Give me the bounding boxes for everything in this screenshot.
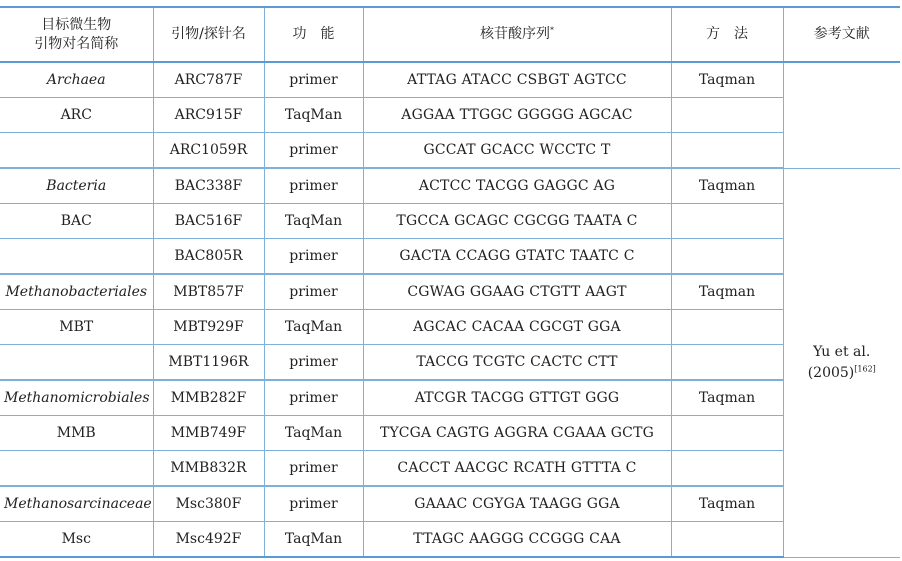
reference-year: (2005): [807, 364, 855, 381]
table-row: [0, 204, 900, 239]
target-cell: Methanosarcinaceae: [0, 486, 153, 522]
target-cell: [0, 133, 153, 169]
method-cell: [671, 451, 783, 487]
function-cell: TaqMan: [264, 310, 363, 345]
table-row: [0, 239, 900, 275]
method-cell: Taqman: [671, 274, 783, 310]
header-sequence: 核苷酸序列*: [363, 7, 671, 62]
header-row: [0, 7, 900, 62]
header-method: 方 法: [671, 7, 783, 62]
target-cell: Methanobacteriales: [0, 274, 153, 310]
primer-cell: BAC338F: [153, 168, 264, 204]
primer-cell: MMB749F: [153, 416, 264, 451]
sequence-cell: ATCGR TACGG GTTGT GGG: [363, 380, 671, 416]
target-cell: Msc: [0, 522, 153, 558]
target-cell: BAC: [0, 204, 153, 239]
primer-cell: ARC1059R: [153, 133, 264, 169]
target-cell: Archaea: [0, 62, 153, 98]
sequence-cell: CACCT AACGC RCATH GTTTA C: [363, 451, 671, 487]
function-cell: TaqMan: [264, 522, 363, 558]
primer-cell: ARC787F: [153, 62, 264, 98]
primer-cell: MBT929F: [153, 310, 264, 345]
header-primer: 引物/探针名: [153, 7, 264, 62]
table-row: [0, 451, 900, 487]
table-row: [0, 522, 900, 558]
function-cell: primer: [264, 380, 363, 416]
function-cell: primer: [264, 239, 363, 275]
function-cell: primer: [264, 451, 363, 487]
function-cell: TaqMan: [264, 98, 363, 133]
table-row: [0, 133, 900, 169]
method-cell: [671, 98, 783, 133]
method-cell: Taqman: [671, 168, 783, 204]
function-cell: primer: [264, 274, 363, 310]
target-cell: [0, 451, 153, 487]
target-cell: Bacteria: [0, 168, 153, 204]
method-cell: Taqman: [671, 380, 783, 416]
table-row: [0, 416, 900, 451]
sequence-cell: TGCCA GCAGC CGCGG TAATA C: [363, 204, 671, 239]
function-cell: primer: [264, 486, 363, 522]
reference-cell: [783, 168, 900, 557]
table-row: [0, 345, 900, 381]
sequence-cell: TTAGC AAGGG CCGGG CAA: [363, 522, 671, 558]
sequence-cell: AGGAA TTGGC GGGGG AGCAC: [363, 98, 671, 133]
table-row: [0, 98, 900, 133]
method-cell: [671, 310, 783, 345]
primer-cell: MMB832R: [153, 451, 264, 487]
header-target: 目标微生物 引物对名简称: [0, 7, 153, 62]
sequence-cell: ATTAG ATACC CSBGT AGTCC: [363, 62, 671, 98]
target-cell: [0, 345, 153, 381]
target-cell: MMB: [0, 416, 153, 451]
method-cell: Taqman: [671, 62, 783, 98]
table-row: [0, 168, 900, 204]
sequence-footnote-mark: *: [550, 25, 554, 35]
sequence-cell: GACTA CCAGG GTATC TAATC C: [363, 239, 671, 275]
primer-cell: MMB282F: [153, 380, 264, 416]
primer-cell: Msc492F: [153, 522, 264, 558]
primer-cell: MBT857F: [153, 274, 264, 310]
method-cell: [671, 522, 783, 558]
sequence-cell: TYCGA CAGTG AGGRA CGAAA GCTG: [363, 416, 671, 451]
method-cell: [671, 239, 783, 275]
function-cell: primer: [264, 345, 363, 381]
table-row: [0, 310, 900, 345]
function-cell: primer: [264, 168, 363, 204]
header-reference: 参考文献: [783, 7, 900, 62]
reference-cell-empty: [783, 62, 900, 168]
function-cell: TaqMan: [264, 204, 363, 239]
method-cell: [671, 133, 783, 169]
method-cell: [671, 204, 783, 239]
header-function: 功 能: [264, 7, 363, 62]
target-cell: [0, 239, 153, 275]
function-cell: TaqMan: [264, 416, 363, 451]
target-cell: MBT: [0, 310, 153, 345]
reference-citation: [162]: [854, 363, 876, 373]
table-row: [0, 274, 900, 310]
method-cell: Taqman: [671, 486, 783, 522]
primer-cell: BAC516F: [153, 204, 264, 239]
primer-probe-table: [0, 6, 900, 558]
sequence-cell: ACTCC TACGG GAGGC AG: [363, 168, 671, 204]
reference-author: Yu et al.: [813, 343, 871, 360]
sequence-cell: CGWAG GGAAG CTGTT AAGT: [363, 274, 671, 310]
sequence-cell: TACCG TCGTC CACTC CTT: [363, 345, 671, 381]
table-row: [0, 486, 900, 522]
sequence-cell: GCCAT GCACC WCCTC T: [363, 133, 671, 169]
table-row: [0, 62, 900, 98]
function-cell: primer: [264, 133, 363, 169]
primer-cell: MBT1196R: [153, 345, 264, 381]
table-row: [0, 380, 900, 416]
sequence-cell: AGCAC CACAA CGCGT GGA: [363, 310, 671, 345]
function-cell: primer: [264, 62, 363, 98]
target-cell: ARC: [0, 98, 153, 133]
target-cell: Methanomicrobiales: [0, 380, 153, 416]
method-cell: [671, 345, 783, 381]
primer-cell: BAC805R: [153, 239, 264, 275]
sequence-cell: GAAAC CGYGA TAAGG GGA: [363, 486, 671, 522]
method-cell: [671, 416, 783, 451]
primer-cell: ARC915F: [153, 98, 264, 133]
primer-cell: Msc380F: [153, 486, 264, 522]
